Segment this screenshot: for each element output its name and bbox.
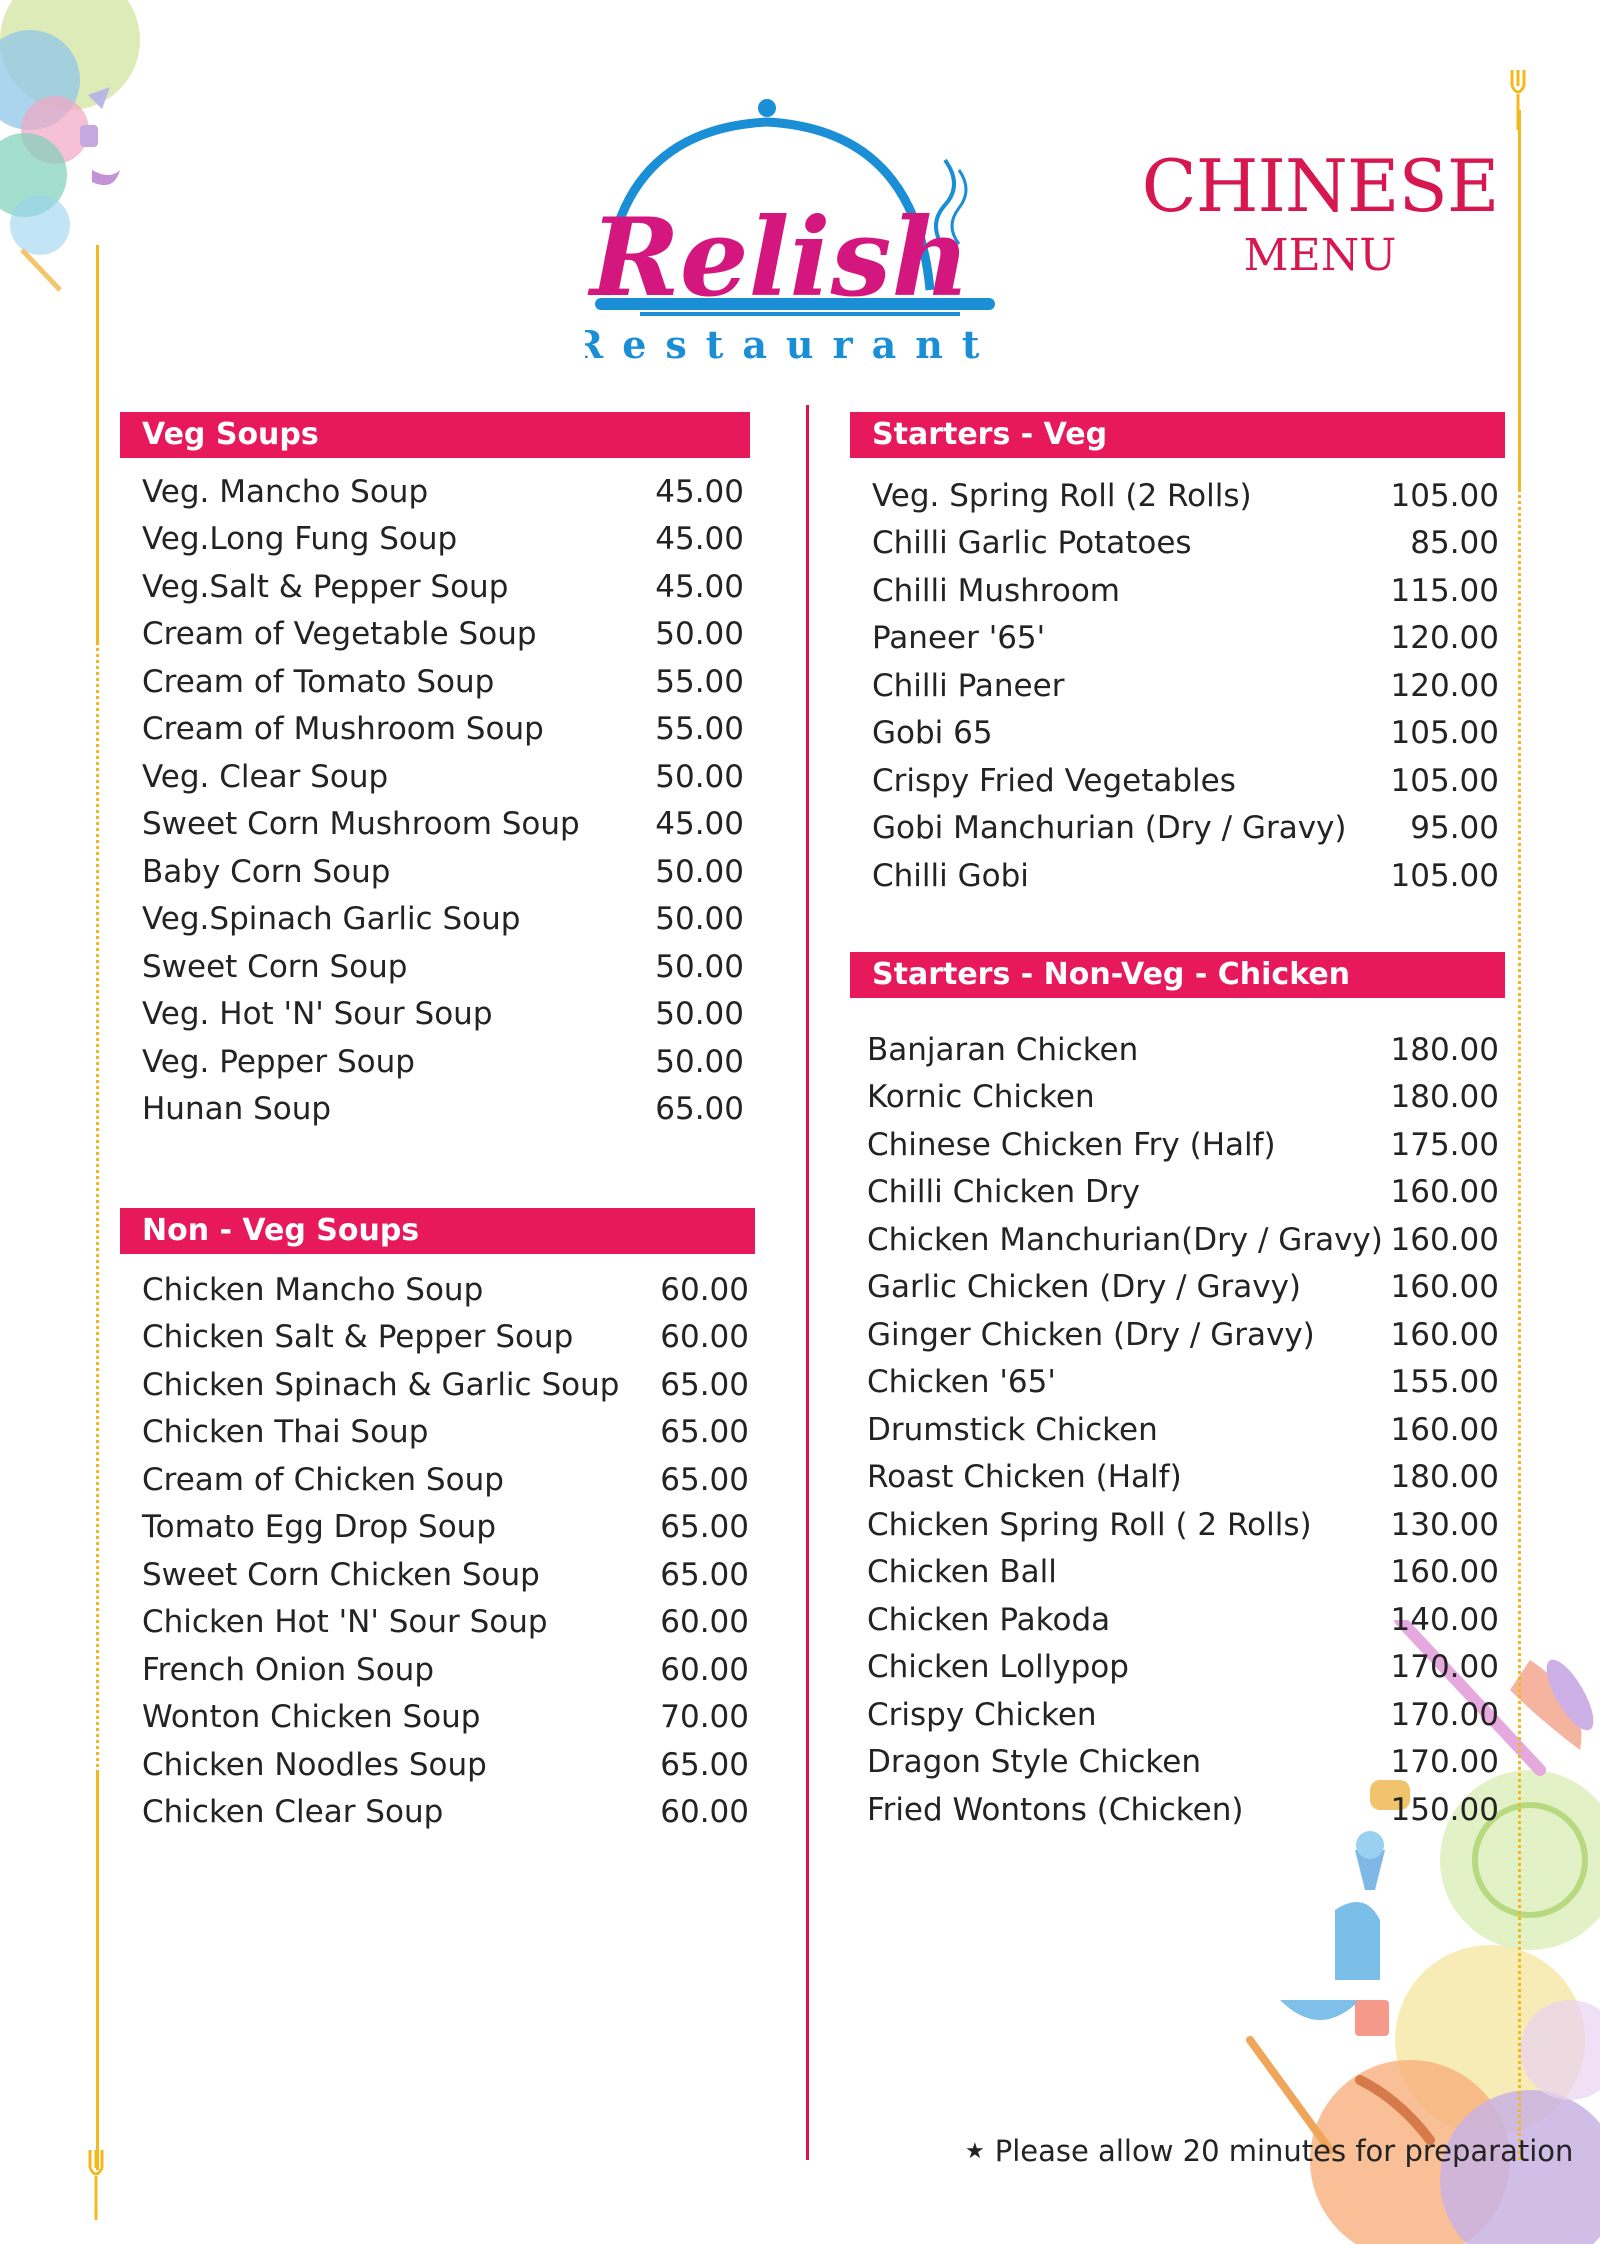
menu-item-name: Chicken Noodles Soup: [142, 1746, 487, 1783]
menu-item-price: 65.00: [660, 1366, 749, 1403]
menu-item-name: Veg. Pepper Soup: [142, 1043, 415, 1080]
menu-item-list: [850, 1026, 1505, 1834]
menu-item: [850, 1454, 1505, 1502]
menu-item-price: 65.00: [660, 1556, 749, 1593]
menu-item-price: 60.00: [660, 1651, 749, 1688]
menu-item: [850, 1596, 1505, 1644]
menu-item-price: 170.00: [1390, 1649, 1499, 1686]
menu-item-price: 55.00: [655, 663, 744, 700]
menu-item: [850, 710, 1505, 758]
menu-item-name: Chicken '65': [867, 1364, 1056, 1401]
menu-item-price: 150.00: [1390, 1791, 1499, 1828]
menu-item-name: French Onion Soup: [142, 1651, 435, 1688]
menu-item: [850, 567, 1505, 615]
menu-item-price: 60.00: [660, 1794, 749, 1831]
menu-item-name: Chilli Mushroom: [872, 572, 1120, 609]
menu-item: [120, 896, 750, 944]
menu-item-price: 65.00: [655, 1091, 744, 1128]
menu-item: [850, 1739, 1505, 1787]
column-divider: [806, 405, 809, 2160]
menu-item: [850, 1169, 1505, 1217]
menu-item-name: Cream of Chicken Soup: [142, 1461, 504, 1498]
menu-item-price: 155.00: [1390, 1364, 1499, 1401]
menu-title: [1120, 144, 1520, 281]
menu-item: [850, 662, 1505, 710]
menu-item-name: Kornic Chicken: [867, 1079, 1095, 1116]
star-icon: ★: [965, 2139, 985, 2164]
menu-item: [120, 658, 750, 706]
menu-item-name: Chicken Ball: [867, 1554, 1057, 1591]
menu-item-name: Hunan Soup: [142, 1091, 332, 1128]
menu-item: [850, 1026, 1505, 1074]
left-rail-line-bottom: [96, 1770, 99, 2170]
menu-item-price: 60.00: [660, 1271, 749, 1308]
menu-item: [850, 1359, 1505, 1407]
menu-item-price: 85.00: [1410, 525, 1499, 562]
menu-item-name: Sweet Corn Soup: [142, 948, 408, 985]
menu-item: [120, 943, 750, 991]
menu-item-price: 50.00: [655, 1043, 744, 1080]
menu-item: [120, 848, 750, 896]
menu-item-name: Chilli Gobi: [872, 857, 1029, 894]
menu-item-name: Chicken Hot 'N' Sour Soup: [142, 1604, 548, 1641]
menu-item-name: Cream of Vegetable Soup: [142, 616, 537, 653]
menu-item-list: [850, 472, 1505, 900]
menu-item: [120, 1266, 755, 1314]
menu-item-price: 160.00: [1390, 1316, 1499, 1353]
menu-item-price: 45.00: [655, 568, 744, 605]
menu-item: [120, 1314, 755, 1362]
menu-item-name: Crispy Fried Vegetables: [872, 762, 1236, 799]
logo-name: Relish: [590, 195, 970, 321]
menu-item-price: 50.00: [655, 853, 744, 890]
menu-item: [120, 516, 750, 564]
menu-item: [850, 1786, 1505, 1834]
menu-item-name: Chilli Paneer: [872, 667, 1065, 704]
menu-item: [850, 1074, 1505, 1122]
menu-item: [850, 757, 1505, 805]
menu-item-price: 170.00: [1390, 1744, 1499, 1781]
menu-item: [850, 1549, 1505, 1597]
menu-item-name: Veg. Hot 'N' Sour Soup: [142, 996, 493, 1033]
menu-item: [120, 1599, 755, 1647]
menu-item: [850, 1264, 1505, 1312]
menu-item-name: Chicken Mancho Soup: [142, 1271, 484, 1308]
menu-item-name: Veg.Spinach Garlic Soup: [142, 901, 521, 938]
menu-item-price: 115.00: [1390, 572, 1499, 609]
menu-item: [120, 611, 750, 659]
section-header: Non - Veg Soups: [120, 1208, 755, 1254]
menu-item: [120, 1038, 750, 1086]
menu-item-name: Chicken Salt & Pepper Soup: [142, 1319, 574, 1356]
menu-item-name: Veg. Clear Soup: [142, 758, 389, 795]
menu-item-name: Chicken Lollypop: [867, 1649, 1129, 1686]
menu-item: [120, 1789, 755, 1837]
menu-item-price: 65.00: [660, 1509, 749, 1546]
menu-item: [850, 1121, 1505, 1169]
menu-item: [850, 1644, 1505, 1692]
menu-item-price: 50.00: [655, 901, 744, 938]
menu-item: [850, 615, 1505, 663]
menu-item-price: 120.00: [1390, 667, 1499, 704]
menu-item-name: Gobi Manchurian (Dry / Gravy): [872, 810, 1347, 847]
menu-item-name: Chilli Garlic Potatoes: [872, 525, 1192, 562]
section-nonveg-soups: [120, 1208, 755, 1836]
menu-item-price: 65.00: [660, 1746, 749, 1783]
section-veg-soups: [120, 412, 750, 1133]
menu-item-price: 140.00: [1390, 1601, 1499, 1638]
menu-item: [850, 1216, 1505, 1264]
menu-item-price: 50.00: [655, 616, 744, 653]
menu-item-name: Dragon Style Chicken: [867, 1744, 1201, 1781]
menu-item-price: 170.00: [1390, 1696, 1499, 1733]
menu-item-name: Baby Corn Soup: [142, 853, 391, 890]
section-starters-veg: [850, 412, 1505, 900]
menu-item: [120, 1646, 755, 1694]
menu-item-name: Chicken Clear Soup: [142, 1794, 444, 1831]
menu-item-name: Chicken Spinach & Garlic Soup: [142, 1366, 620, 1403]
menu-item-name: Veg. Spring Roll (2 Rolls): [872, 477, 1252, 514]
menu-title-line1: CHINESE: [1141, 144, 1499, 228]
corner-decoration-top-left: [0, 0, 160, 300]
menu-item-price: 65.00: [660, 1461, 749, 1498]
menu-item-price: 105.00: [1390, 715, 1499, 752]
menu-item-price: 160.00: [1390, 1221, 1499, 1258]
section-header: Veg Soups: [120, 412, 750, 458]
menu-item-name: Ginger Chicken (Dry / Gravy): [867, 1316, 1315, 1353]
menu-item-list: [120, 1266, 755, 1836]
menu-item-price: 65.00: [660, 1414, 749, 1451]
menu-item-name: Gobi 65: [872, 715, 993, 752]
menu-item-name: Veg.Long Fung Soup: [142, 521, 458, 558]
menu-item-name: Cream of Tomato Soup: [142, 663, 495, 700]
menu-item-price: 160.00: [1390, 1554, 1499, 1591]
menu-item: [120, 991, 750, 1039]
menu-item-name: Banjaran Chicken: [867, 1031, 1139, 1068]
menu-title-line2: MENU: [1243, 230, 1397, 281]
menu-item-price: 70.00: [660, 1699, 749, 1736]
menu-item-price: 45.00: [655, 473, 744, 510]
menu-item-name: Garlic Chicken (Dry / Gravy): [867, 1269, 1302, 1306]
menu-item-price: 180.00: [1390, 1079, 1499, 1116]
menu-item-name: Veg.Salt & Pepper Soup: [142, 568, 509, 605]
menu-item: [850, 520, 1505, 568]
menu-item-name: Chicken Thai Soup: [142, 1414, 429, 1451]
menu-item: [120, 706, 750, 754]
menu-item: [850, 852, 1505, 900]
menu-item-price: 50.00: [655, 996, 744, 1033]
menu-item: [120, 1504, 755, 1552]
menu-item: [850, 1691, 1505, 1739]
menu-item-price: 95.00: [1410, 810, 1499, 847]
menu-item-price: 60.00: [660, 1319, 749, 1356]
menu-item-price: 160.00: [1390, 1174, 1499, 1211]
menu-item-name: Veg. Mancho Soup: [142, 473, 429, 510]
menu-item: [120, 801, 750, 849]
menu-item: [850, 1406, 1505, 1454]
menu-item-price: 60.00: [660, 1604, 749, 1641]
menu-item-price: 50.00: [655, 948, 744, 985]
fork-icon-top: [1508, 70, 1532, 130]
logo-subtitle: Restaurant: [585, 322, 999, 367]
fork-icon: [86, 2150, 110, 2220]
menu-item-price: 180.00: [1390, 1459, 1499, 1496]
menu-item-price: 160.00: [1390, 1269, 1499, 1306]
preparation-note-text: Please allow 20 minutes for preparation: [994, 2134, 1574, 2168]
menu-item-price: 45.00: [655, 806, 744, 843]
menu-item: [120, 1361, 755, 1409]
menu-item: [120, 1456, 755, 1504]
menu-item: [850, 1501, 1505, 1549]
menu-item: [120, 753, 750, 801]
menu-item-price: 45.00: [655, 521, 744, 558]
menu-item-name: Tomato Egg Drop Soup: [142, 1509, 497, 1546]
menu-item-name: Chicken Pakoda: [867, 1601, 1111, 1638]
menu-item-name: Cream of Mushroom Soup: [142, 711, 544, 748]
menu-item-name: Sweet Corn Mushroom Soup: [142, 806, 580, 843]
menu-item-name: Sweet Corn Chicken Soup: [142, 1556, 540, 1593]
menu-item-price: 180.00: [1390, 1031, 1499, 1068]
section-header: Starters - Non-Veg - Chicken: [850, 952, 1505, 998]
menu-item-price: 55.00: [655, 711, 744, 748]
menu-item-name: Chilli Chicken Dry: [867, 1174, 1140, 1211]
menu-item: [120, 1694, 755, 1742]
menu-item: [850, 1311, 1505, 1359]
menu-item: [120, 1741, 755, 1789]
menu-item-price: 175.00: [1390, 1126, 1499, 1163]
menu-item-price: 130.00: [1390, 1506, 1499, 1543]
menu-item-name: Chicken Manchurian(Dry / Gravy): [867, 1221, 1383, 1258]
menu-item: [850, 472, 1505, 520]
menu-item: [120, 1409, 755, 1457]
menu-item-name: Fried Wontons (Chicken): [867, 1791, 1244, 1828]
left-rail-line: [96, 245, 99, 645]
menu-item-price: 120.00: [1390, 620, 1499, 657]
restaurant-logo: [585, 90, 1015, 370]
menu-item: [120, 468, 750, 516]
menu-item-name: Wonton Chicken Soup: [142, 1699, 481, 1736]
menu-item-price: 105.00: [1390, 762, 1499, 799]
preparation-note: [965, 2134, 1573, 2168]
menu-item-name: Roast Chicken (Half): [867, 1459, 1182, 1496]
menu-item-name: Crispy Chicken: [867, 1696, 1097, 1733]
menu-item: [120, 1086, 750, 1134]
section-starters-chicken: [850, 952, 1505, 1834]
menu-item: [120, 1551, 755, 1599]
menu-item: [850, 805, 1505, 853]
menu-item-list: [120, 468, 750, 1133]
menu-item-price: 50.00: [655, 758, 744, 795]
section-header: Starters - Veg: [850, 412, 1505, 458]
menu-item-price: 105.00: [1390, 857, 1499, 894]
menu-item-name: Chicken Spring Roll ( 2 Rolls): [867, 1506, 1312, 1543]
menu-item-name: Paneer '65': [872, 620, 1046, 657]
menu-item-name: Chinese Chicken Fry (Half): [867, 1126, 1276, 1163]
menu-item-price: 105.00: [1390, 477, 1499, 514]
menu-item: [120, 563, 750, 611]
menu-item-name: Drumstick Chicken: [867, 1411, 1158, 1448]
menu-item-price: 160.00: [1390, 1411, 1499, 1448]
